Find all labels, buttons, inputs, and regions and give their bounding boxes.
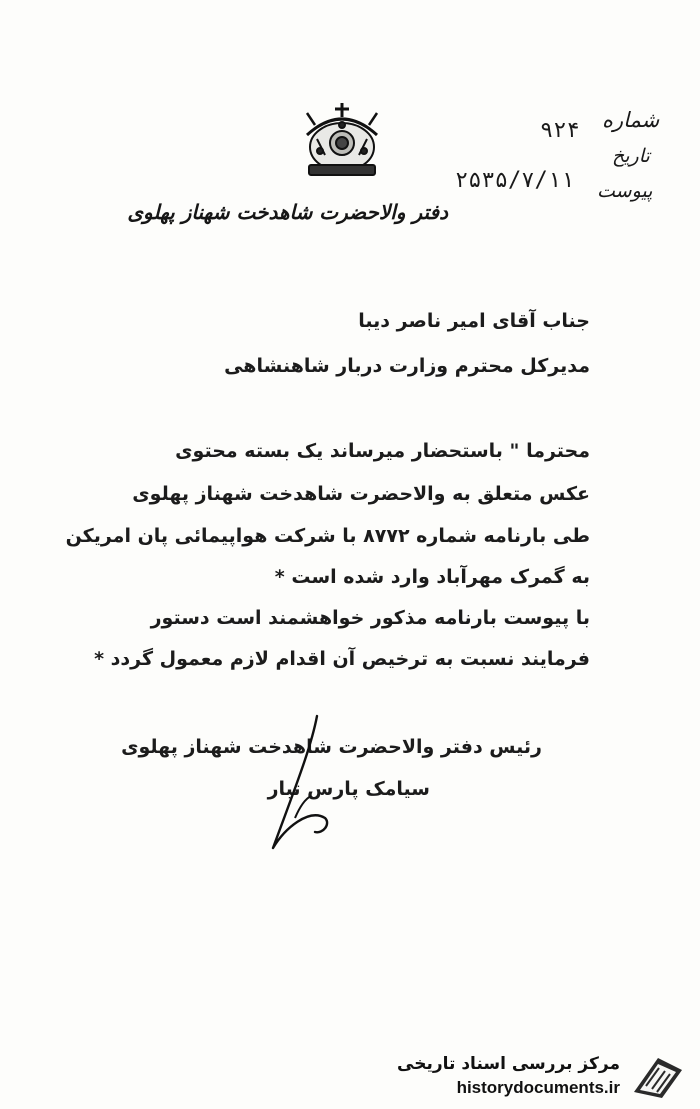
date-value: ۲۵۳۵/۷/۱۱ xyxy=(455,168,575,193)
attachment-label: پیوست xyxy=(597,180,653,202)
archive-book-logo-icon xyxy=(628,1052,686,1102)
handwritten-signature-icon xyxy=(265,708,335,858)
office-title: دفتر والاحضرت شاهدخت شهناز پهلوی xyxy=(127,200,448,224)
date-label: تاریخ xyxy=(612,145,650,167)
number-label: شماره xyxy=(602,108,660,132)
body-line-1: محترما " باستحضار میرساند یک بسته محتوی xyxy=(175,440,590,462)
signatory-name: سیامک پارس تبار xyxy=(267,778,430,800)
body-line-3: طی بارنامه شماره ۸۷۷۲ با شرکت هواپیمائی پان امریکن xyxy=(65,525,590,547)
recipient-title: مدیرکل محترم وزارت دربار شاهنشاهی xyxy=(224,355,590,377)
body-line-4: به گمرک مهرآباد وارد شده است * xyxy=(274,566,590,588)
archive-url[interactable]: historydocuments.ir xyxy=(456,1078,620,1097)
recipient-name: جناب آقای امیر ناصر دیبا xyxy=(358,310,590,332)
signatory-title: رئیس دفتر والاحضرت شاهدخت شهناز پهلوی xyxy=(121,736,542,758)
number-value: ۹۲۴ xyxy=(540,118,580,143)
archive-name: مرکز بررسی اسناد تاریخی xyxy=(397,1054,620,1074)
crown-emblem-icon xyxy=(295,95,390,185)
body-line-5: با پیوست بارنامه مذکور خواهشمند است دستور xyxy=(150,607,590,629)
body-line-2: عکس متعلق به والاحضرت شاهدخت شهناز پهلوی xyxy=(132,483,590,505)
body-line-6: فرمایند نسبت به ترخیص آن اقدام لازم معمول گردد * xyxy=(94,648,590,670)
